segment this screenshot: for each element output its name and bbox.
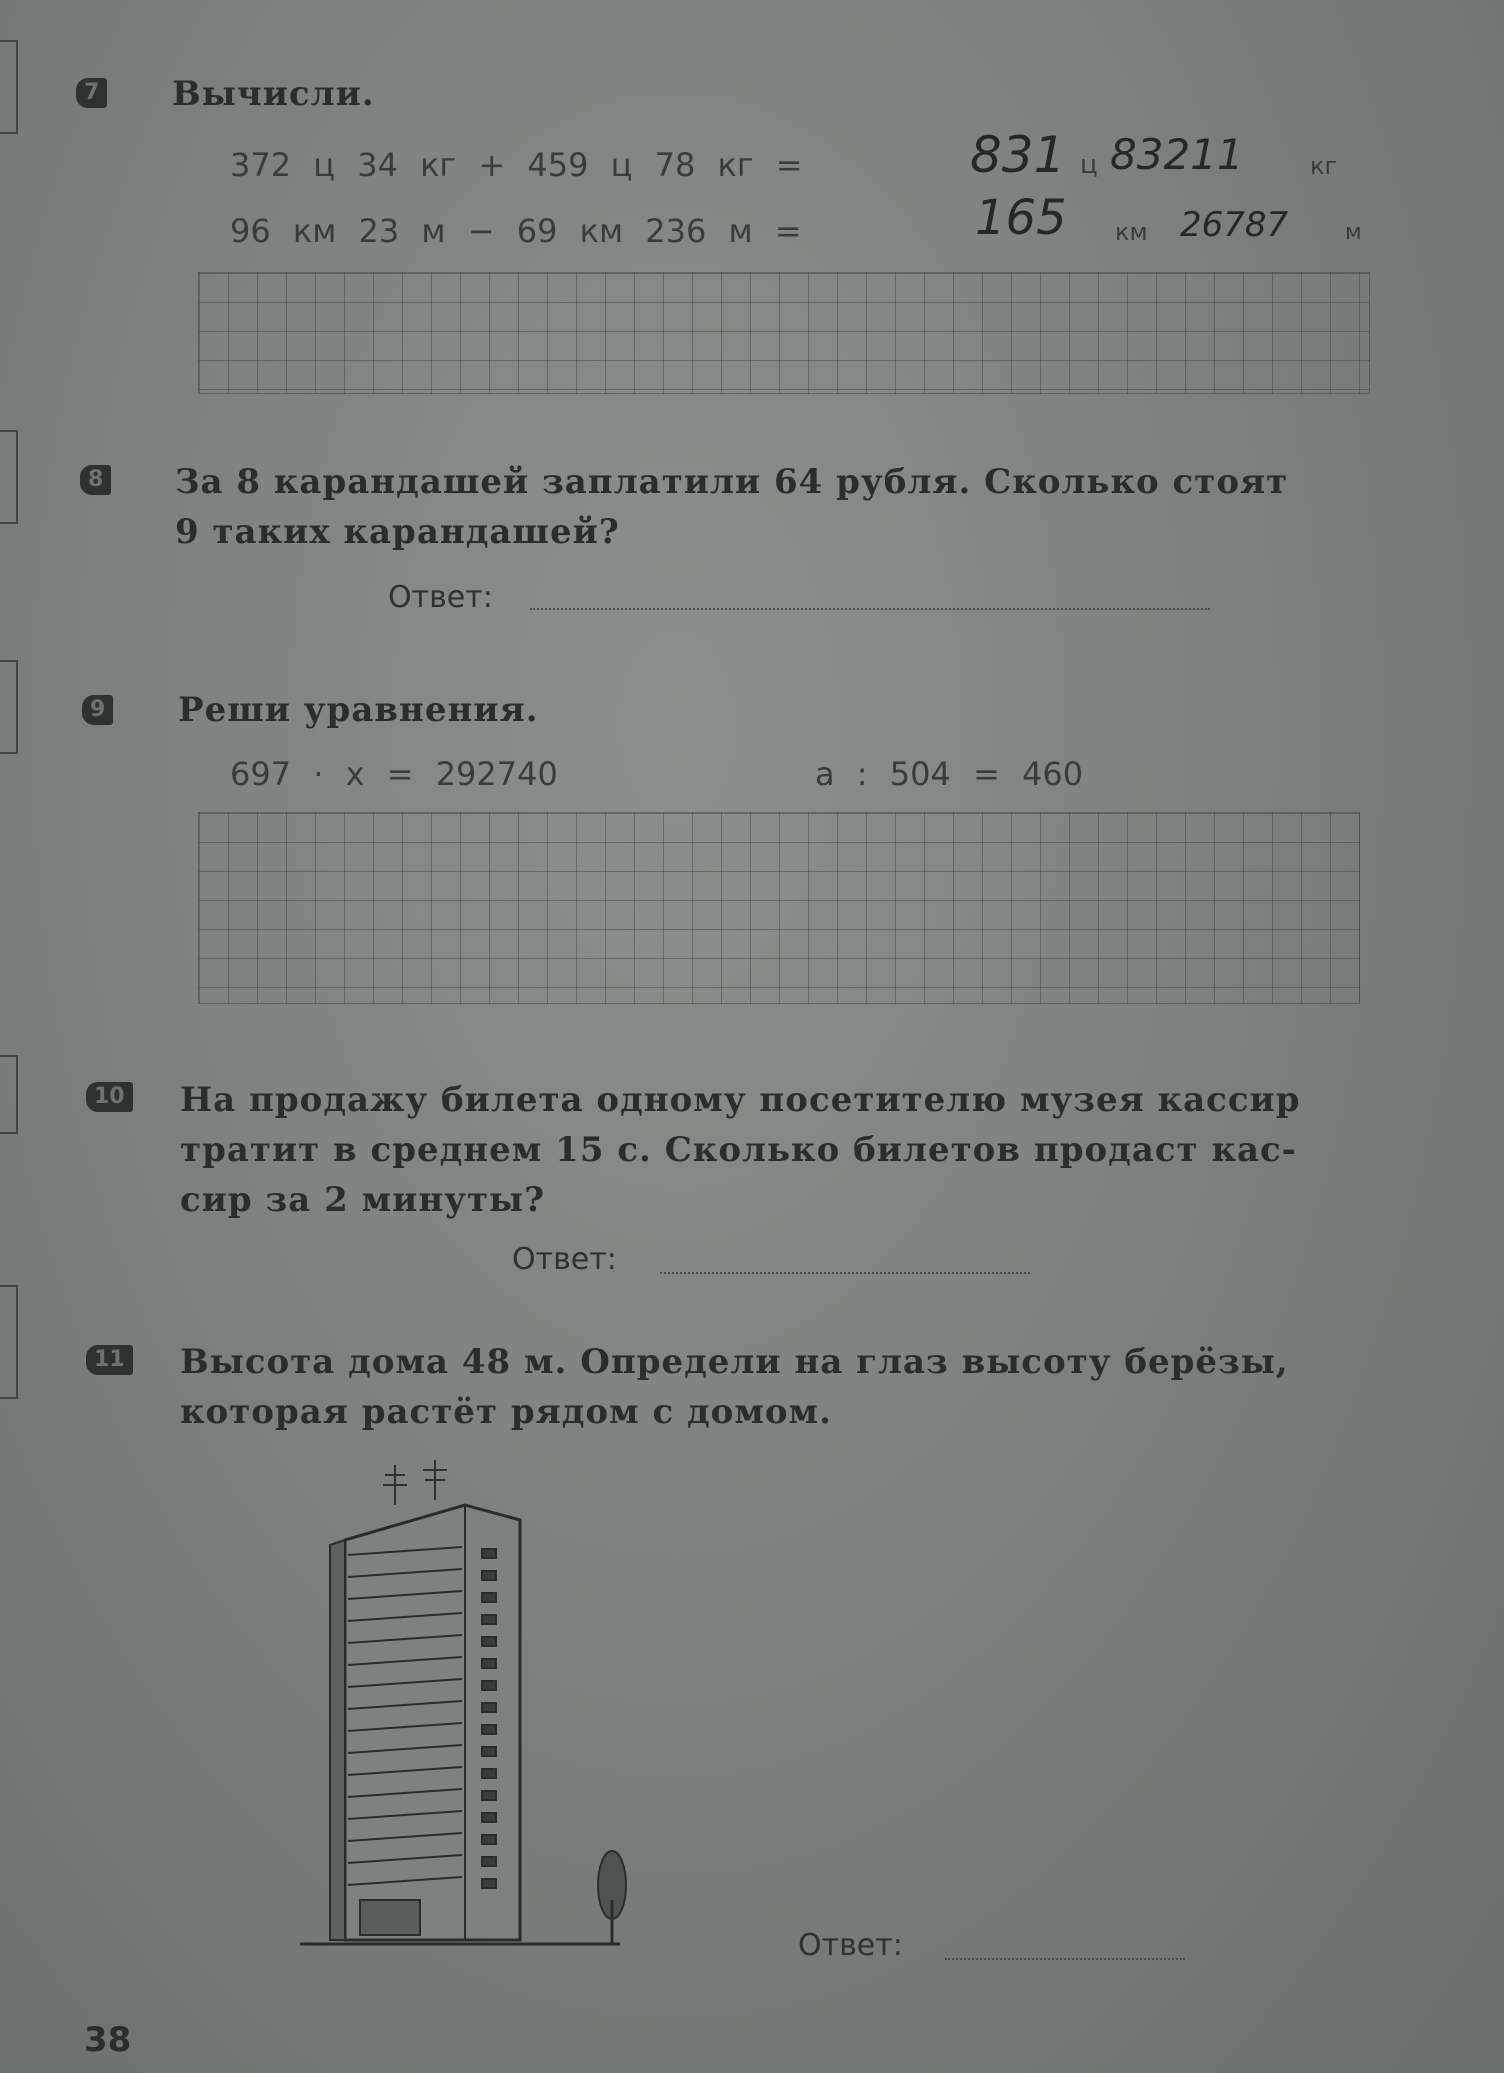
task-number-badge: 10: [86, 1082, 133, 1112]
equation: 96 км 23 м − 69 км 236 м =: [230, 212, 802, 250]
task-title: Реши уравнения.: [178, 690, 539, 730]
building-window: [482, 1791, 496, 1800]
equation: a : 504 = 460: [815, 755, 1084, 793]
building-window: [482, 1813, 496, 1822]
building-window: [482, 1593, 496, 1602]
building-window: [482, 1857, 496, 1866]
building-icon: [330, 1505, 520, 1940]
unit-label: км: [1115, 218, 1148, 246]
task-number-badge: 8: [80, 465, 111, 495]
unit-label: кг: [1310, 152, 1338, 180]
handwritten-answer: 83211: [1110, 130, 1244, 179]
building-window: [482, 1725, 496, 1734]
building-window: [482, 1747, 496, 1756]
margin-box: [0, 1285, 18, 1399]
handwritten-answer: 831: [970, 126, 1066, 184]
task-text: За 8 карандашей заплатили 64 рубля. Сколько стоят: [175, 462, 1289, 502]
answer-field[interactable]: [530, 608, 1210, 610]
task-text: Высота дома 48 м. Определи на глаз высоту берёзы,: [180, 1342, 1289, 1382]
birch-tree-icon: [598, 1851, 626, 1944]
task-title: Вычисли.: [172, 74, 375, 114]
answer-label: Ответ:: [388, 580, 493, 615]
building-window: [482, 1703, 496, 1712]
answer-label: Ответ:: [798, 1928, 903, 1963]
answer-field[interactable]: [945, 1958, 1185, 1960]
work-grid[interactable]: [198, 272, 1370, 394]
handwritten-answer: 165: [975, 190, 1067, 246]
page-number: 38: [84, 2020, 132, 2060]
building-window: [482, 1879, 496, 1888]
equation: 372 ц 34 кг + 459 ц 78 кг =: [230, 146, 803, 184]
building-window: [482, 1835, 496, 1844]
building-window: [482, 1615, 496, 1624]
margin-box: [0, 1055, 18, 1134]
task-number-badge: 11: [86, 1345, 133, 1375]
task-text: сир за 2 минуты?: [180, 1180, 546, 1220]
building-window: [482, 1769, 496, 1778]
task-text: На продажу билета одному посетителю музея кассир: [180, 1080, 1301, 1120]
building-window: [482, 1637, 496, 1646]
answer-field[interactable]: [660, 1272, 1030, 1274]
margin-box: [0, 660, 18, 754]
answer-label: Ответ:: [512, 1242, 617, 1277]
building-window: [482, 1681, 496, 1690]
building-window: [482, 1571, 496, 1580]
building-window: [482, 1549, 496, 1558]
task-number-badge: 7: [76, 78, 107, 108]
handwritten-answer: 26787: [1180, 205, 1289, 245]
building-window: [482, 1659, 496, 1668]
work-grid[interactable]: [198, 812, 1360, 1004]
task-text: тратит в среднем 15 с. Сколько билетов продаст кас-: [180, 1130, 1297, 1170]
task-text: которая растёт рядом с домом.: [180, 1392, 832, 1432]
building-and-tree-illustration: [290, 1460, 670, 1960]
antenna-icon: [383, 1460, 447, 1505]
task-text: 9 таких карандашей?: [175, 512, 620, 552]
unit-label: м: [1345, 220, 1362, 245]
margin-box: [0, 40, 18, 134]
margin-box: [0, 430, 18, 524]
task-number-badge: 9: [82, 695, 113, 725]
equation: 697 · x = 292740: [230, 755, 558, 793]
unit-label: ц: [1080, 150, 1098, 180]
